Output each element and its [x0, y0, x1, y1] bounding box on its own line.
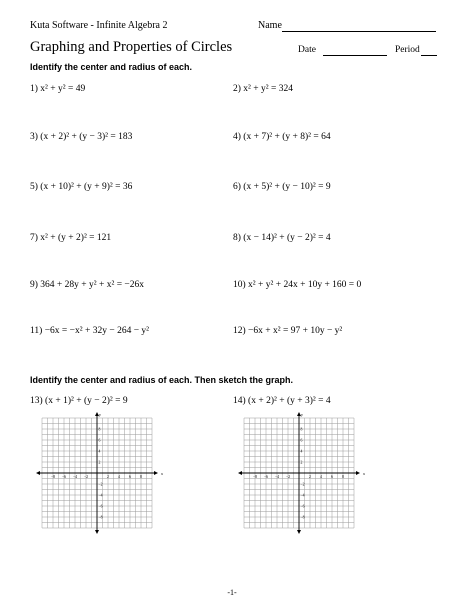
x-axis-arrow-left — [238, 471, 242, 475]
x-tick-label: 2 — [309, 475, 311, 479]
y-tick-label: 4 — [300, 449, 303, 454]
y-tick-label: 6 — [98, 438, 101, 443]
date-label: Date — [298, 45, 316, 55]
x-axis-arrow-left — [36, 471, 40, 475]
y-axis-arrow-down — [95, 530, 99, 534]
x-tick-label: 8 — [342, 475, 344, 479]
problem-3: 3) (x + 2)² + (y − 3)² = 183 — [30, 132, 133, 142]
y-axis-label: y — [99, 412, 101, 417]
name-field-line[interactable] — [282, 31, 436, 32]
software-label: Kuta Software - Infinite Algebra 2 — [30, 20, 168, 31]
x-tick-label: 2 — [107, 475, 109, 479]
section2-instruction: Identify the center and radius of each. Then sketch the graph. — [30, 375, 294, 385]
x-tick-label: 8 — [140, 475, 142, 479]
y-tick-label: 6 — [300, 438, 303, 443]
problem-11: 11) −6x = −x² + 32y − 264 − y² — [30, 326, 150, 336]
x-tick-label: −6 — [61, 475, 67, 479]
x-tick-label: −4 — [72, 475, 78, 479]
y-tick-label: 4 — [98, 449, 101, 454]
x-tick-label: 6 — [331, 475, 333, 479]
problem-7: 7) x² + (y + 2)² = 121 — [30, 233, 112, 243]
x-tick-label: −2 — [285, 475, 291, 479]
problem-9: 9) 364 + 28y + y² + x² = −26x — [30, 280, 145, 290]
y-axis-label: y — [301, 412, 303, 417]
y-tick-label: −8 — [98, 515, 103, 520]
x-axis-label: x — [363, 471, 365, 476]
page-number: -1- — [227, 588, 237, 597]
x-tick-label: 4 — [320, 475, 322, 479]
x-tick-label: −4 — [274, 475, 280, 479]
y-axis-arrow-down — [297, 530, 301, 534]
y-tick-label: −4 — [300, 493, 305, 498]
x-tick-label: −2 — [83, 475, 89, 479]
section1-instruction: Identify the center and radius of each. — [30, 62, 193, 72]
y-tick-label: 2 — [98, 460, 101, 465]
y-tick-label: −6 — [300, 504, 305, 509]
period-field-line[interactable] — [421, 55, 437, 56]
y-tick-label: 8 — [98, 427, 101, 432]
x-axis-arrow-right — [356, 471, 360, 475]
problem-6: 6) (x + 5)² + (y − 10)² = 9 — [233, 182, 331, 192]
problem-2: 2) x² + y² = 324 — [233, 84, 293, 94]
x-axis-arrow-right — [154, 471, 158, 475]
y-tick-label: −4 — [98, 493, 103, 498]
problem-8: 8) (x − 14)² + (y − 2)² = 4 — [233, 233, 331, 243]
coordinate-grid-13[interactable] — [34, 410, 163, 540]
problem-1: 1) x² + y² = 49 — [30, 84, 86, 94]
x-tick-label: 6 — [129, 475, 131, 479]
problem-4: 4) (x + 7)² + (y + 8)² = 64 — [233, 132, 331, 142]
name-label: Name — [258, 20, 282, 31]
y-tick-label: 2 — [300, 460, 303, 465]
problem-5: 5) (x + 10)² + (y + 9)² = 36 — [30, 182, 133, 192]
y-tick-label: −6 — [98, 504, 103, 509]
problem-13: 13) (x + 1)² + (y − 2)² = 9 — [30, 396, 128, 406]
x-tick-label: −8 — [50, 475, 56, 479]
y-tick-label: 8 — [300, 427, 303, 432]
worksheet-title: Graphing and Properties of Circles — [30, 39, 233, 55]
x-tick-label: −8 — [252, 475, 258, 479]
y-tick-label: −2 — [300, 482, 305, 487]
y-tick-label: −2 — [98, 482, 103, 487]
coordinate-grid-14[interactable] — [236, 410, 365, 540]
y-tick-label: −8 — [300, 515, 305, 520]
x-axis-label: x — [161, 471, 163, 476]
x-tick-label: 4 — [118, 475, 120, 479]
x-tick-label: −6 — [263, 475, 269, 479]
period-label: Period — [395, 45, 420, 55]
problem-10: 10) x² + y² + 24x + 10y + 160 = 0 — [233, 280, 362, 290]
problem-12: 12) −6x + x² = 97 + 10y − y² — [233, 326, 343, 336]
problem-14: 14) (x + 2)² + (y + 3)² = 4 — [233, 396, 331, 406]
date-field-line[interactable] — [323, 55, 387, 56]
